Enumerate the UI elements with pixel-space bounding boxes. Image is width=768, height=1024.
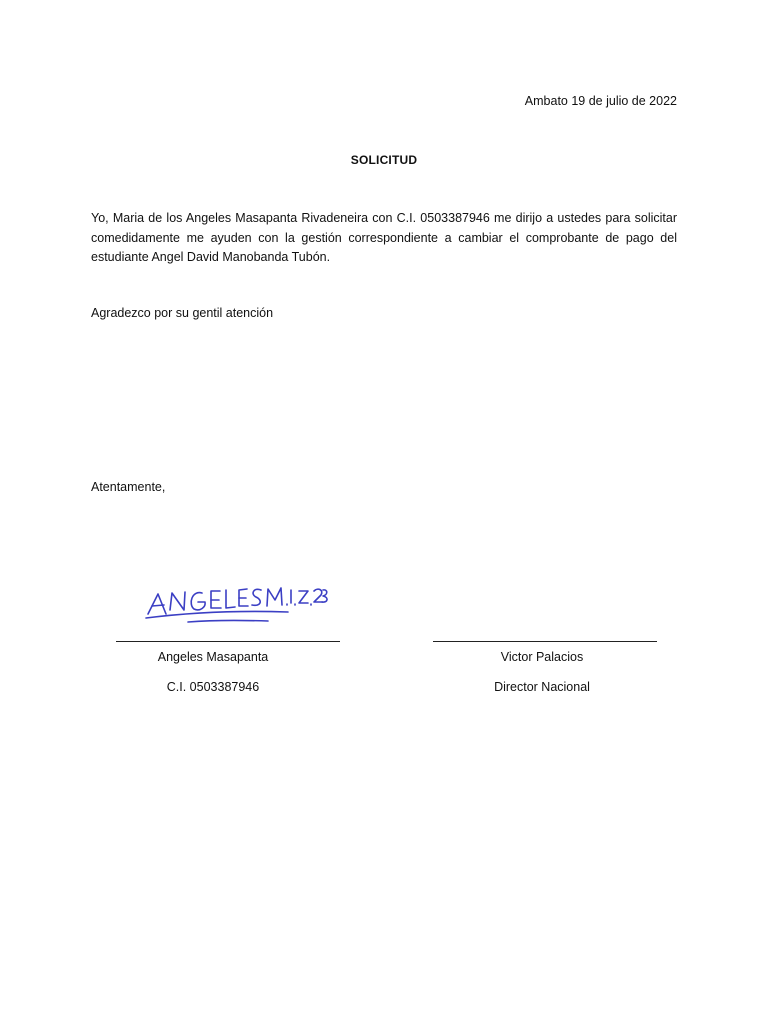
letter-date: Ambato 19 de julio de 2022 xyxy=(524,94,677,108)
handwritten-signature xyxy=(118,560,328,632)
letter-title: SOLICITUD xyxy=(350,153,418,167)
signatory-right-role: Director Nacional xyxy=(494,680,590,694)
signature-line-right xyxy=(433,641,657,642)
signatory-left-id: C.I. 0503387946 xyxy=(166,680,260,694)
letter-closing: Atentamente, xyxy=(91,480,166,494)
signature-line-left xyxy=(116,641,340,642)
signatory-left-name: Angeles Masapanta xyxy=(157,650,269,664)
letter-body: Yo, Maria de los Angeles Masapanta Rivadeneira con C.I. 0503387946 me dirijo a ustedes para solicitar comedidamente me ayuden con la gestión correspondiente a cambiar el comprobante de pago del estudiante Angel David Manobanda Tubón. xyxy=(91,211,677,264)
letter-thanks: Agradezco por su gentil atención xyxy=(91,306,274,320)
signatory-right-name: Victor Palacios xyxy=(500,650,584,664)
